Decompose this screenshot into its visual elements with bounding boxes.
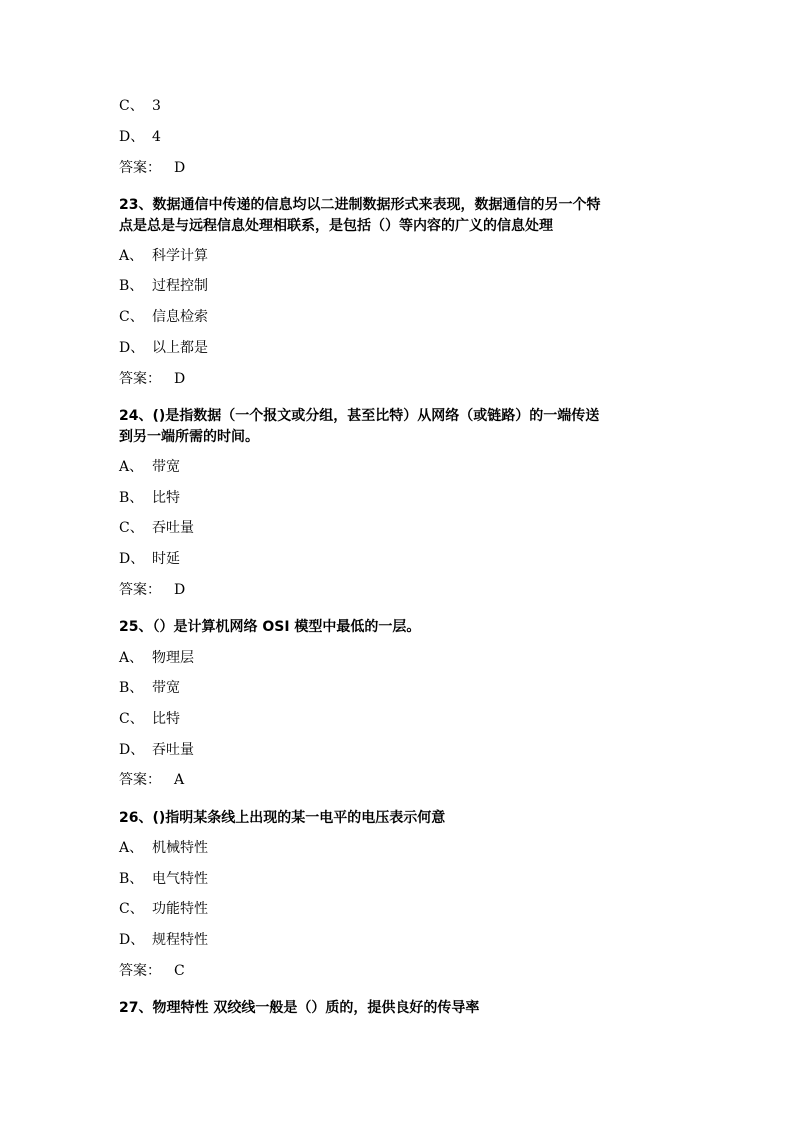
answer-row [119, 369, 185, 389]
option-text: 物理层 [152, 650, 194, 666]
option-letter: C、 [119, 520, 144, 536]
option-text: 功能特性 [152, 901, 208, 917]
option-letter: D、 [119, 340, 145, 356]
option-row [119, 838, 208, 858]
question-line [119, 406, 599, 426]
option-letter: D、 [119, 129, 145, 145]
option-row [119, 930, 208, 950]
answer-value: A [174, 772, 185, 788]
answer-label: 答案： [119, 582, 161, 598]
option-row [119, 127, 161, 147]
option-row [119, 307, 208, 327]
answer-value: D [174, 371, 186, 387]
answer-value: D [174, 160, 186, 176]
option-letter: B、 [119, 680, 144, 696]
answer-label: 答案： [119, 963, 161, 979]
option-text: 过程控制 [152, 278, 208, 294]
option-text: 时延 [152, 551, 180, 567]
question-line [119, 195, 600, 215]
option-text: 带宽 [152, 459, 180, 475]
option-letter: A、 [119, 459, 144, 475]
option-text: 电气特性 [152, 871, 208, 887]
question-number: 26、 [119, 810, 153, 826]
answer-row [119, 770, 184, 790]
option-letter: D、 [119, 742, 145, 758]
option-row [119, 709, 180, 729]
question-number: 25、 [119, 619, 153, 635]
option-text: 科学计算 [152, 248, 208, 264]
question-text: 到另一端所需的时间。 [119, 429, 259, 445]
question-text: 物理特性 双绞线一般是（）质的，提供良好的传导率 [152, 1000, 480, 1016]
option-row [119, 648, 194, 668]
option-row [119, 869, 208, 889]
question-text: （）是计算机网络 OSI 模型中最低的一层。 [152, 619, 421, 635]
question-text: ()指明某条线上出现的某一电平的电压表示何意 [152, 810, 446, 826]
option-text: 以上都是 [152, 340, 208, 356]
option-row [119, 740, 194, 760]
option-row [119, 457, 180, 477]
answer-value: D [174, 582, 186, 598]
question-text: 点是总是与远程信息处理相联系，是包括（）等内容的广义的信息处理 [119, 218, 553, 234]
option-text: 机械特性 [152, 840, 208, 856]
option-text: 规程特性 [152, 932, 208, 948]
question-number: 27、 [119, 1000, 153, 1016]
answer-row [119, 158, 185, 178]
question-line [119, 617, 420, 637]
option-letter: C、 [119, 901, 144, 917]
option-letter: A、 [119, 650, 144, 666]
option-letter: A、 [119, 840, 144, 856]
question-number: 24、 [119, 408, 153, 424]
question-line [119, 216, 553, 236]
question-line [119, 808, 445, 828]
option-letter: B、 [119, 278, 144, 294]
option-text: 3 [152, 98, 161, 114]
answer-row [119, 580, 185, 600]
option-text: 吞吐量 [152, 520, 194, 536]
option-row [119, 899, 208, 919]
question-text: 数据通信中传递的信息均以二进制数据形式来表现，数据通信的另一个特 [152, 197, 601, 213]
option-letter: D、 [119, 932, 145, 948]
option-row [119, 518, 194, 538]
option-row [119, 246, 208, 266]
option-row [119, 678, 180, 698]
option-text: 4 [152, 129, 161, 145]
option-text: 比特 [152, 490, 180, 506]
option-letter: D、 [119, 551, 145, 567]
question-line [119, 427, 259, 447]
question-line [119, 998, 479, 1018]
option-row [119, 96, 161, 116]
option-letter: A、 [119, 248, 144, 264]
question-text: ()是指数据（一个报文或分组，甚至比特）从网络（或链路）的一端传送 [152, 408, 600, 424]
option-letter: C、 [119, 309, 144, 325]
option-row [119, 488, 180, 508]
option-text: 比特 [152, 711, 180, 727]
answer-label: 答案： [119, 160, 161, 176]
option-letter: C、 [119, 98, 144, 114]
option-letter: B、 [119, 871, 144, 887]
option-text: 吞吐量 [152, 742, 194, 758]
option-letter: C、 [119, 711, 144, 727]
option-row [119, 276, 208, 296]
answer-value: C [174, 963, 185, 979]
question-number: 23、 [119, 197, 153, 213]
answer-label: 答案： [119, 371, 161, 387]
option-text: 带宽 [152, 680, 180, 696]
option-text: 信息检索 [152, 309, 208, 325]
option-row [119, 549, 180, 569]
option-row [119, 338, 208, 358]
option-letter: B、 [119, 490, 144, 506]
answer-row [119, 961, 185, 981]
answer-label: 答案： [119, 772, 161, 788]
